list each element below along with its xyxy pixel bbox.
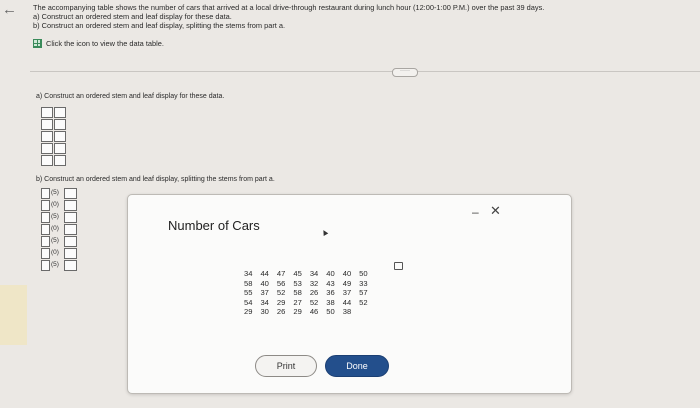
table-cell: 27 [293,297,302,307]
table-cell: 47 [276,269,286,278]
part-b-instruction: b) Construct an ordered stem and leaf display, splitting the stems from part a. [33,21,286,31]
table-cell: 54 [244,297,253,307]
stem-input[interactable] [41,131,53,142]
table-cell: 38 [342,307,352,317]
table-cell: 40 [260,278,269,288]
split-leaf-input[interactable] [64,224,77,235]
table-cell: 53 [293,278,302,288]
split-stem-input[interactable] [41,248,50,259]
table-cell: 43 [326,278,335,288]
table-cell: 57 [359,288,368,298]
mouse-cursor-icon: ▲ [318,225,331,239]
stem-suffix: (5) [51,261,59,268]
table-cell: 29 [293,307,302,317]
table-cell: 55 [244,288,253,298]
stem-suffix: (0) [51,225,59,232]
dialog-title: Number of Cars [168,218,260,233]
part-a-label: a) Construct an ordered stem and leaf display for these data. [36,93,225,100]
split-stem-input[interactable] [41,200,50,211]
data-table-link-label: Click the icon to view the data table. [46,39,164,48]
table-cell: 26 [276,307,286,317]
stem-input[interactable] [41,155,53,166]
split-leaf-input[interactable] [64,212,77,223]
stem-suffix: (5) [51,237,59,244]
split-leaf-input[interactable] [64,236,77,247]
table-grid-icon[interactable] [33,39,42,48]
copy-icon[interactable] [394,262,403,270]
table-cell: 40 [326,269,335,278]
table-cell: 46 [309,307,319,317]
table-cell: 52 [309,297,319,307]
side-highlight-strip [0,285,27,345]
table-cell: 34 [309,269,319,278]
table-cell: 50 [326,307,335,317]
table-row [240,298,372,308]
table-cell: 36 [326,288,335,298]
table-row [240,269,372,279]
leaf-input[interactable] [54,119,66,130]
stem-input[interactable] [41,119,53,130]
table-cell: 45 [293,269,302,278]
leaf-input[interactable] [54,155,66,166]
split-stem-input[interactable] [41,212,50,223]
stem-input[interactable] [41,107,53,118]
table-cell: 50 [359,269,368,278]
stem-suffix: (5) [51,213,59,220]
split-stem-input[interactable] [41,188,50,199]
stem-input[interactable] [41,143,53,154]
intro-text: The accompanying table shows the number of cars that arrived at a local drive-through restaurant during lunch hour (12:00-1:00 P.M.) over the past 39 days. [33,3,545,12]
table-cell: 29 [244,307,253,317]
table-row [240,288,372,298]
table-cell: 30 [260,307,269,317]
table-cell: 52 [276,288,286,298]
table-cell: 58 [244,278,253,288]
cars-data-table [240,269,372,317]
table-cell: 34 [244,269,253,278]
split-stem-input[interactable] [41,236,50,247]
print-button[interactable]: Print [255,355,317,377]
part-a-instruction: a) Construct an ordered stem and leaf display for these data. [33,12,232,22]
table-cell: 26 [309,288,319,298]
stem-suffix: (0) [51,249,59,256]
split-leaf-input[interactable] [64,260,77,271]
table-cell: 29 [276,297,286,307]
table-cell: 52 [359,297,368,307]
split-leaf-input[interactable] [64,248,77,259]
table-row [240,307,372,317]
table-cell: 58 [293,288,302,298]
back-arrow-icon[interactable]: ← [2,1,17,18]
table-cell: 44 [260,269,269,278]
table-cell: 49 [342,278,352,288]
table-cell: 37 [260,288,269,298]
section-divider [30,71,700,72]
table-cell [355,307,371,317]
data-table-link[interactable] [33,39,164,48]
split-stem-input[interactable] [41,260,50,271]
part-b-label: b) Construct an ordered stem and leaf display, splitting the stems from part a. [36,176,275,183]
expand-toggle-button[interactable]: ····· [392,68,418,77]
split-leaf-input[interactable] [64,200,77,211]
table-cell: 37 [342,288,352,298]
stem-suffix: (5) [51,189,59,196]
close-icon[interactable]: ✕ [490,203,501,218]
table-cell: 32 [309,278,319,288]
leaf-input[interactable] [54,131,66,142]
leaf-input[interactable] [54,143,66,154]
stem-suffix: (0) [51,201,59,208]
table-cell: 33 [359,278,368,288]
table-cell: 56 [276,278,286,288]
table-cell: 40 [342,269,352,278]
split-leaf-input[interactable] [64,188,77,199]
table-cell: 34 [260,297,269,307]
table-row [240,279,372,289]
table-cell: 44 [342,297,352,307]
table-cell: 38 [326,297,335,307]
done-button[interactable]: Done [325,355,389,377]
problem-intro [33,3,693,31]
minimize-icon[interactable]: – [472,205,479,219]
split-stem-input[interactable] [41,224,50,235]
leaf-input[interactable] [54,107,66,118]
